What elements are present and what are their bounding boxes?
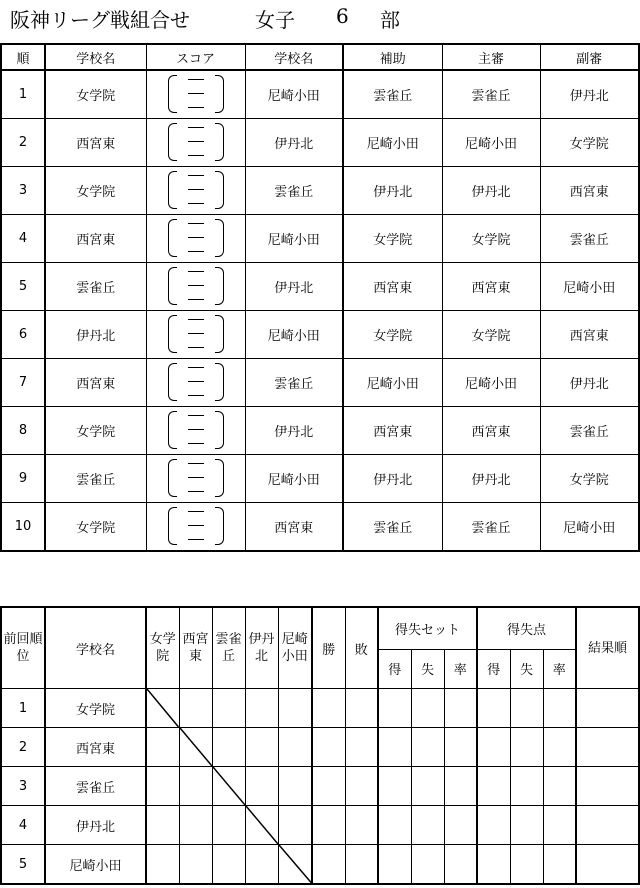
set-stat-cell[interactable] — [411, 728, 444, 767]
match-result-cell[interactable] — [146, 767, 179, 806]
score-cell[interactable] — [146, 119, 245, 167]
self-match-cell — [179, 728, 212, 767]
match-result-cell[interactable] — [245, 689, 278, 728]
set-stat-cell[interactable] — [411, 845, 444, 885]
win-cell[interactable] — [312, 845, 345, 885]
win-cell[interactable] — [312, 728, 345, 767]
sub-referee-cell: 女学院 — [540, 119, 639, 167]
team-a-cell: 西宮東 — [45, 119, 146, 167]
team-b-cell: 雲雀丘 — [245, 359, 343, 407]
order-cell: 4 — [1, 215, 45, 263]
header-school-b: 学校名 — [245, 44, 343, 70]
sub-referee-cell: 尼崎小田 — [540, 503, 639, 552]
schedule-row — [1, 503, 639, 552]
schedule-row — [1, 119, 639, 167]
gender-label: 女子 — [255, 8, 295, 32]
loss-cell[interactable] — [345, 845, 378, 885]
header-set-lose: 失 — [411, 649, 444, 689]
header-point-group: 得失点 — [477, 607, 576, 649]
match-result-cell[interactable] — [278, 806, 312, 845]
team-a-cell: 女学院 — [45, 167, 146, 215]
score-cell[interactable] — [146, 407, 245, 455]
rank-cell: 2 — [1, 728, 45, 767]
team-b-cell: 尼崎小田 — [245, 70, 343, 119]
header-result: 結果順 — [576, 607, 639, 689]
sub-referee-cell: 女学院 — [540, 455, 639, 503]
point-stat-cell[interactable] — [477, 689, 510, 728]
order-cell: 6 — [1, 311, 45, 359]
school-cell: 尼崎小田 — [45, 845, 146, 885]
standings-row — [1, 845, 639, 885]
schedule-row — [1, 263, 639, 311]
point-stat-cell[interactable] — [543, 767, 576, 806]
team-b-cell: 尼崎小田 — [245, 455, 343, 503]
header-loss: 敗 — [345, 607, 378, 689]
set-stat-cell[interactable] — [444, 689, 477, 728]
point-stat-cell[interactable] — [510, 845, 543, 885]
win-cell[interactable] — [312, 806, 345, 845]
division-suffix: 部 — [380, 8, 400, 32]
point-stat-cell[interactable] — [477, 767, 510, 806]
order-cell: 9 — [1, 455, 45, 503]
header-team-4: 伊丹北 — [245, 607, 278, 689]
score-bracket[interactable] — [166, 169, 226, 209]
score-cell[interactable] — [146, 503, 245, 552]
win-cell[interactable] — [312, 767, 345, 806]
win-cell[interactable] — [312, 689, 345, 728]
loss-cell[interactable] — [345, 689, 378, 728]
rank-cell: 5 — [1, 845, 45, 885]
match-result-cell[interactable] — [278, 689, 312, 728]
assist-cell: 伊丹北 — [343, 167, 442, 215]
header-assist: 補助 — [343, 44, 442, 70]
referee-cell: 西宮東 — [442, 407, 540, 455]
order-cell: 8 — [1, 407, 45, 455]
schedule-row — [1, 215, 639, 263]
header-order: 順 — [1, 44, 45, 70]
division-number: 6 — [336, 4, 349, 28]
point-stat-cell[interactable] — [477, 728, 510, 767]
result-rank-cell[interactable] — [576, 728, 639, 767]
team-a-cell: 西宮東 — [45, 359, 146, 407]
score-bracket[interactable] — [166, 313, 226, 353]
score-cell[interactable] — [146, 359, 245, 407]
point-stat-cell[interactable] — [477, 845, 510, 885]
score-bracket[interactable] — [166, 505, 226, 545]
match-result-cell[interactable] — [212, 728, 245, 767]
result-rank-cell[interactable] — [576, 767, 639, 806]
referee-cell: 伊丹北 — [442, 455, 540, 503]
assist-cell: 女学院 — [343, 311, 442, 359]
referee-cell: 雲雀丘 — [442, 503, 540, 552]
schedule-row — [1, 70, 639, 119]
school-cell: 伊丹北 — [45, 806, 146, 845]
match-result-cell[interactable] — [212, 845, 245, 885]
header-point-lose: 失 — [510, 649, 543, 689]
assist-cell: 雲雀丘 — [343, 503, 442, 552]
set-stat-cell[interactable] — [378, 728, 411, 767]
schedule-table — [0, 43, 640, 552]
match-result-cell[interactable] — [146, 728, 179, 767]
schedule-row — [1, 311, 639, 359]
set-stat-cell[interactable] — [378, 689, 411, 728]
standings-row — [1, 806, 639, 845]
point-stat-cell[interactable] — [510, 806, 543, 845]
order-cell: 1 — [1, 70, 45, 119]
point-stat-cell[interactable] — [543, 806, 576, 845]
rank-cell: 1 — [1, 689, 45, 728]
header-referee: 主審 — [442, 44, 540, 70]
result-rank-cell[interactable] — [576, 845, 639, 885]
loss-cell[interactable] — [345, 767, 378, 806]
assist-cell: 西宮東 — [343, 263, 442, 311]
result-rank-cell[interactable] — [576, 689, 639, 728]
self-match-cell — [212, 767, 245, 806]
referee-cell: 女学院 — [442, 311, 540, 359]
score-bracket[interactable] — [166, 73, 226, 113]
standings-row — [1, 728, 639, 767]
team-a-cell: 雲雀丘 — [45, 455, 146, 503]
school-cell: 女学院 — [45, 689, 146, 728]
team-a-cell: 雲雀丘 — [45, 263, 146, 311]
sub-referee-cell: 尼崎小田 — [540, 263, 639, 311]
order-cell: 3 — [1, 167, 45, 215]
result-rank-cell[interactable] — [576, 806, 639, 845]
league-title: 阪神リーグ戦組合せ — [10, 8, 190, 32]
assist-cell: 西宮東 — [343, 407, 442, 455]
score-bracket[interactable] — [166, 217, 226, 257]
header-win: 勝 — [312, 607, 345, 689]
assist-cell: 尼崎小田 — [343, 359, 442, 407]
point-stat-cell[interactable] — [510, 767, 543, 806]
order-cell: 2 — [1, 119, 45, 167]
team-b-cell: 伊丹北 — [245, 407, 343, 455]
set-stat-cell[interactable] — [411, 767, 444, 806]
header-team-2: 西宮東 — [179, 607, 212, 689]
referee-cell: 伊丹北 — [442, 167, 540, 215]
point-stat-cell[interactable] — [510, 728, 543, 767]
set-stat-cell[interactable] — [444, 806, 477, 845]
referee-cell: 雲雀丘 — [442, 70, 540, 119]
standings-row — [1, 689, 639, 728]
score-bracket[interactable] — [166, 265, 226, 305]
sub-referee-cell: 雲雀丘 — [540, 215, 639, 263]
set-stat-cell[interactable] — [378, 806, 411, 845]
team-b-cell: 伊丹北 — [245, 119, 343, 167]
self-match-cell — [245, 806, 278, 845]
point-stat-cell[interactable] — [543, 845, 576, 885]
header-sub-referee: 副審 — [540, 44, 639, 70]
rank-cell: 3 — [1, 767, 45, 806]
point-stat-cell[interactable] — [543, 728, 576, 767]
team-a-cell: 女学院 — [45, 503, 146, 552]
score-cell[interactable] — [146, 215, 245, 263]
match-result-cell[interactable] — [179, 806, 212, 845]
header-school-a: 学校名 — [45, 44, 146, 70]
assist-cell: 伊丹北 — [343, 455, 442, 503]
score-bracket[interactable] — [166, 457, 226, 497]
standings-row — [1, 767, 639, 806]
assist-cell: 尼崎小田 — [343, 119, 442, 167]
point-stat-cell[interactable] — [477, 806, 510, 845]
header-team-3: 雲雀丘 — [212, 607, 245, 689]
header-set-rate: 率 — [444, 649, 477, 689]
referee-cell: 女学院 — [442, 215, 540, 263]
referee-cell: 尼崎小田 — [442, 359, 540, 407]
header-score: スコア — [146, 44, 245, 70]
order-cell: 5 — [1, 263, 45, 311]
assist-cell: 女学院 — [343, 215, 442, 263]
team-a-cell: 伊丹北 — [45, 311, 146, 359]
team-b-cell: 雲雀丘 — [245, 167, 343, 215]
sub-referee-cell: 西宮東 — [540, 167, 639, 215]
match-result-cell[interactable] — [179, 767, 212, 806]
school-cell: 西宮東 — [45, 728, 146, 767]
match-result-cell[interactable] — [278, 767, 312, 806]
sub-referee-cell: 西宮東 — [540, 311, 639, 359]
header-team-5: 尼崎小田 — [278, 607, 312, 689]
header-set-group: 得失セット — [378, 607, 477, 649]
match-result-cell[interactable] — [245, 767, 278, 806]
set-stat-cell[interactable] — [444, 767, 477, 806]
header-point-gain: 得 — [477, 649, 510, 689]
team-a-cell: 女学院 — [45, 407, 146, 455]
set-stat-cell[interactable] — [411, 689, 444, 728]
sub-referee-cell: 雲雀丘 — [540, 407, 639, 455]
loss-cell[interactable] — [345, 806, 378, 845]
set-stat-cell[interactable] — [378, 767, 411, 806]
team-b-cell: 尼崎小田 — [245, 215, 343, 263]
order-cell: 7 — [1, 359, 45, 407]
schedule-row — [1, 455, 639, 503]
point-stat-cell[interactable] — [510, 689, 543, 728]
match-result-cell[interactable] — [212, 689, 245, 728]
match-result-cell[interactable] — [245, 845, 278, 885]
score-cell[interactable] — [146, 70, 245, 119]
match-result-cell[interactable] — [179, 689, 212, 728]
match-result-cell[interactable] — [146, 806, 179, 845]
page-title — [0, 0, 640, 34]
rank-cell: 4 — [1, 806, 45, 845]
match-result-cell[interactable] — [179, 845, 212, 885]
set-stat-cell[interactable] — [411, 806, 444, 845]
team-a-cell: 西宮東 — [45, 215, 146, 263]
set-stat-cell[interactable] — [444, 728, 477, 767]
assist-cell: 雲雀丘 — [343, 70, 442, 119]
match-result-cell[interactable] — [245, 728, 278, 767]
referee-cell: 尼崎小田 — [442, 119, 540, 167]
set-stat-cell[interactable] — [378, 845, 411, 885]
match-result-cell[interactable] — [212, 806, 245, 845]
score-bracket[interactable] — [166, 121, 226, 161]
sub-referee-cell: 伊丹北 — [540, 359, 639, 407]
point-stat-cell[interactable] — [543, 689, 576, 728]
score-cell[interactable] — [146, 455, 245, 503]
schedule-row — [1, 359, 639, 407]
school-cell: 雲雀丘 — [45, 767, 146, 806]
self-match-cell — [146, 689, 179, 728]
header-point-rate: 率 — [543, 649, 576, 689]
header-prev-rank: 前回順位 — [1, 607, 45, 689]
sub-referee-cell: 伊丹北 — [540, 70, 639, 119]
team-a-cell: 女学院 — [45, 70, 146, 119]
schedule-row — [1, 167, 639, 215]
score-cell[interactable] — [146, 263, 245, 311]
header-set-gain: 得 — [378, 649, 411, 689]
score-cell[interactable] — [146, 311, 245, 359]
header-team-1: 女学院 — [146, 607, 179, 689]
score-bracket[interactable] — [166, 361, 226, 401]
self-match-cell — [278, 845, 312, 885]
team-b-cell: 尼崎小田 — [245, 311, 343, 359]
match-result-cell[interactable] — [146, 845, 179, 885]
score-bracket[interactable] — [166, 409, 226, 449]
header-school: 学校名 — [45, 607, 146, 689]
schedule-row — [1, 407, 639, 455]
set-stat-cell[interactable] — [444, 845, 477, 885]
order-cell: 10 — [1, 503, 45, 552]
referee-cell: 西宮東 — [442, 263, 540, 311]
standings-table — [0, 606, 640, 885]
match-result-cell[interactable] — [278, 728, 312, 767]
team-b-cell: 西宮東 — [245, 503, 343, 552]
score-cell[interactable] — [146, 167, 245, 215]
loss-cell[interactable] — [345, 728, 378, 767]
team-b-cell: 伊丹北 — [245, 263, 343, 311]
schedule-header-row — [1, 44, 639, 70]
